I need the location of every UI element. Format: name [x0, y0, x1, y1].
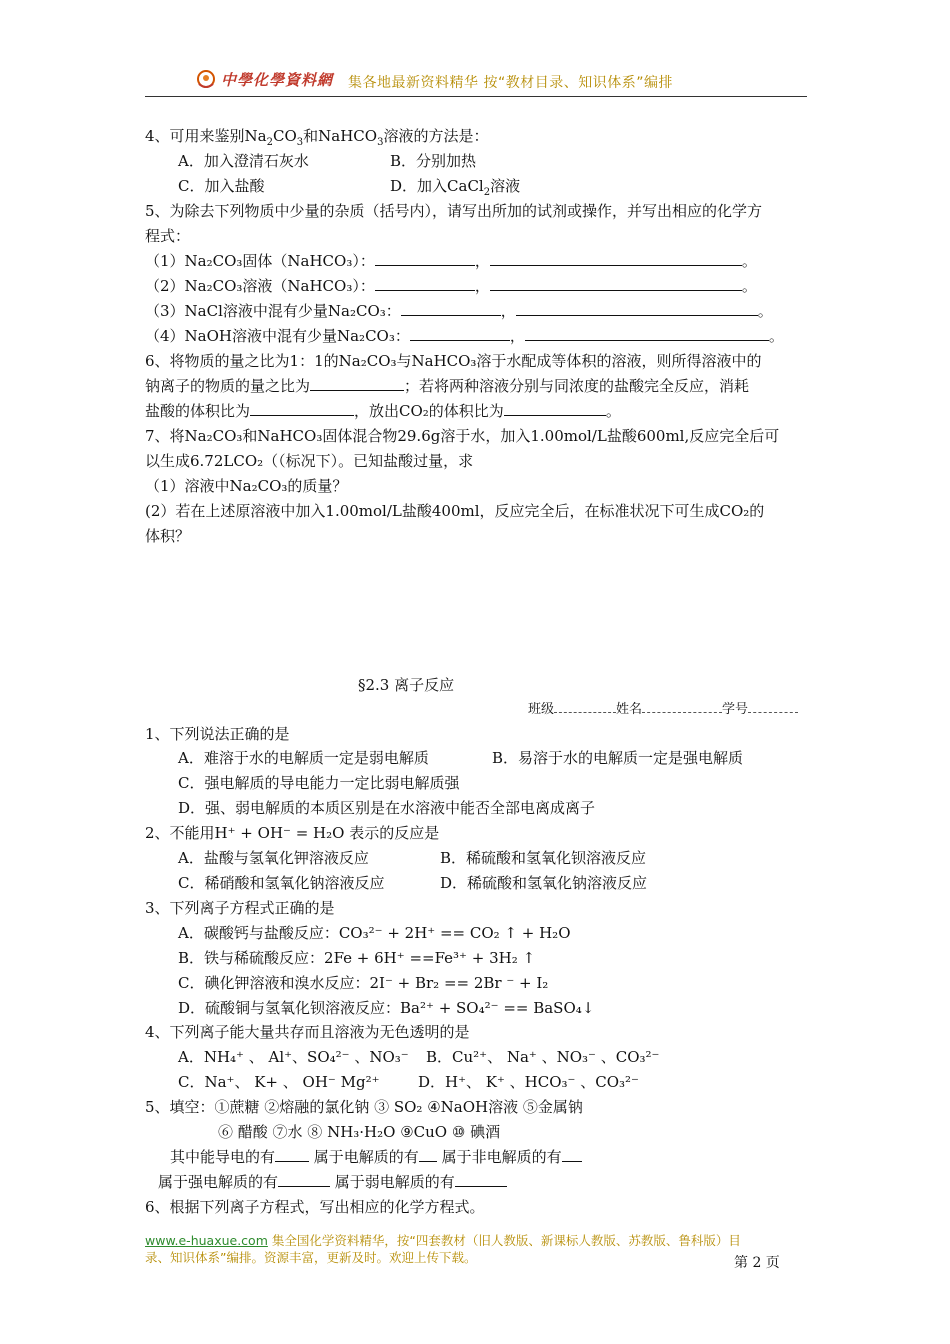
p3-option-c: C．碘化钾溶液和溴水反应：2I⁻ + Br₂ == 2Br ⁻ + I₂ — [178, 974, 549, 992]
q6-line2: 钠离子的物质的量之比为 ；若将两种溶液分别与同浓度的盐酸完全反应，消耗 — [145, 377, 750, 395]
q5-stem-line2: 程式： — [145, 227, 191, 245]
p1-option-d: D．强、弱电解质的本质区别是在水溶液中能否全部电离成离子 — [178, 799, 596, 817]
p1-stem: 1、下列说法正确的是 — [145, 725, 290, 743]
answer-blank[interactable] — [310, 376, 404, 391]
answer-blank[interactable] — [410, 326, 510, 341]
p4-stem: 4、下列离子能大量共存而且溶液为无色透明的是 — [145, 1023, 470, 1041]
answer-blank[interactable] — [562, 1147, 582, 1162]
logo-text: 中學化學資料網 — [221, 70, 334, 89]
q4-option-b: B．分别加热 — [390, 152, 477, 170]
p2-option-a: A．盐酸与氢氧化钾溶液反应 — [178, 849, 369, 867]
p3-stem: 3、下列离子方程式正确的是 — [145, 899, 335, 917]
p4-option-a: A．NH₄⁺ 、 Al⁺、SO₄²⁻ 、NO₃⁻ — [178, 1048, 409, 1066]
q4-option-c: C．加入盐酸 — [178, 177, 265, 195]
p1-option-c: C．强电解质的导电能力一定比弱电解质强 — [178, 774, 460, 792]
p3-option-a: A．碳酸钙与盐酸反应：CO₃²⁻ + 2H⁺ == CO₂ ↑ + H₂O — [178, 924, 571, 942]
p4-option-c: C．Na⁺、 K+ 、 OH⁻ Mg²⁺ — [178, 1073, 380, 1091]
q5-item-1: （1）Na₂CO₃固体（NaHCO₃）： ， 。 — [145, 252, 757, 270]
answer-blank[interactable] — [455, 1172, 507, 1187]
answer-blank[interactable] — [275, 1147, 309, 1162]
footer-text-2: 录、知识体系”编排。资源丰富，更新及时。欢迎上传下载。 — [145, 1250, 477, 1265]
q5-item-2: （2）Na₂CO₃溶液（NaHCO₃）： ， 。 — [145, 277, 757, 295]
section-title: §2.3 离子反应 — [358, 676, 455, 694]
page-footer — [145, 1232, 785, 1266]
p4-option-b: B．Cu²⁺、 Na⁺ 、NO₃⁻ 、CO₃²⁻ — [426, 1048, 660, 1066]
answer-blank[interactable] — [278, 1172, 330, 1187]
q7-line4: (2）若在上述原溶液中加入1.00mol/L盐酸400ml，反应完全后，在标准状况下可生成CO₂的 — [145, 502, 765, 520]
site-logo — [195, 68, 333, 90]
p1-option-b: B．易溶于水的电解质一定是强电解质 — [492, 749, 744, 767]
q7-line1: 7、将Na₂CO₃和NaHCO₃固体混合物29.6g溶于水，加入1.00mol/L盐酸600ml,反应完全后可 — [145, 427, 780, 445]
p5-line2: ⑥ 醋酸 ⑦水 ⑧ NH₃·H₂O ⑨CuO ⑩ 碘酒 — [218, 1123, 501, 1141]
answer-blank[interactable] — [401, 301, 501, 316]
p5-line3: 其中能导电的有 属于电解质的有 属于非电解质的有 — [170, 1147, 582, 1167]
q5-item-3: （3）NaCl溶液中混有少量Na₂CO₃： ， 。 — [145, 302, 773, 320]
answer-blank[interactable] — [516, 301, 758, 316]
student-info-line: 班级 姓名 学号 — [528, 698, 798, 717]
answer-blank[interactable] — [525, 326, 769, 341]
name-field[interactable] — [642, 700, 722, 713]
answer-blank[interactable] — [419, 1147, 437, 1162]
answer-blank[interactable] — [375, 251, 475, 266]
student-id-field[interactable] — [748, 700, 798, 713]
q7-line5: 体积？ — [145, 527, 191, 545]
q4-stem: 4、可用来鉴别$Na_2CO_3$和NaHCO$_3$溶液的方法是： — [145, 127, 489, 148]
page-number: 第 2 页 — [734, 1255, 780, 1271]
p2-stem: 2、不能用H⁺ + OH⁻ = H₂O 表示的反应是 — [145, 824, 440, 842]
p3-option-d: D．硫酸铜与氢氧化钡溶液反应：Ba²⁺ + SO₄²⁻ == BaSO₄↓ — [178, 999, 595, 1017]
p2-option-d: D．稀硫酸和氢氧化钠溶液反应 — [440, 874, 648, 892]
p2-option-b: B．稀硫酸和氢氧化钡溶液反应 — [440, 849, 647, 867]
p3-option-b: B．铁与稀硫酸反应：2Fe + 6H⁺ ==Fe³⁺ + 3H₂ ↑ — [178, 949, 536, 967]
answer-blank[interactable] — [375, 276, 475, 291]
p4-option-d: D．H⁺、 K⁺ 、HCO₃⁻ 、CO₃²⁻ — [418, 1073, 639, 1091]
answer-blank[interactable] — [490, 251, 742, 266]
header-slogan: 集各地最新资料精华 按“教材目录、知识体系”编排 — [348, 75, 673, 91]
q7-line2: 以生成6.72LCO₂（（标况下）。已知盐酸过量，求 — [145, 452, 474, 470]
q7-line3: （1）溶液中Na₂CO₃的质量？ — [145, 477, 348, 495]
q5-stem-line1: 5、为除去下列物质中少量的杂质（括号内），请写出所加的试剂或操作，并写出相应的化学方 — [145, 202, 763, 220]
footer-link[interactable]: www.e-huaxue.com — [145, 1233, 268, 1248]
p2-option-c: C．稀硝酸和氢氧化钠溶液反应 — [178, 874, 385, 892]
class-field[interactable] — [554, 700, 616, 713]
p1-option-a: A．难溶于水的电解质一定是弱电解质 — [178, 749, 429, 767]
answer-blank[interactable] — [490, 276, 742, 291]
answer-blank[interactable] — [250, 401, 354, 416]
footer-text-1: 集全国化学资料精华，按“四套教材（旧人教版、新课标人教版、苏教版、鲁科版）目 — [267, 1233, 741, 1248]
q4-option-a: A．加入澄清石灰水 — [178, 152, 309, 170]
q6-line1: 6、将物质的量之比为1：1的Na₂CO₃与NaHCO₃溶于水配成等体积的溶液，则所得溶液中的 — [145, 352, 762, 370]
p5-line4: 属于强电解质的有 属于弱电解质的有 — [158, 1172, 507, 1192]
page-header — [145, 62, 807, 97]
flask-logo-icon — [195, 68, 217, 90]
q4-option-d: D．加入CaCl$_2$溶液 — [390, 177, 521, 198]
q5-item-4: （4）NaOH溶液中混有少量Na₂CO₃： ， 。 — [145, 327, 784, 345]
p6-stem: 6、根据下列离子方程式，写出相应的化学方程式。 — [145, 1198, 485, 1216]
q6-line3: 盐酸的体积比为 ，放出CO₂的体积比为 。 — [145, 402, 621, 420]
p5-stem: 5、填空：①蔗糖 ②熔融的氯化钠 ③ SO₂ ④NaOH溶液 ⑤金属钠 — [145, 1098, 583, 1116]
answer-blank[interactable] — [504, 401, 606, 416]
